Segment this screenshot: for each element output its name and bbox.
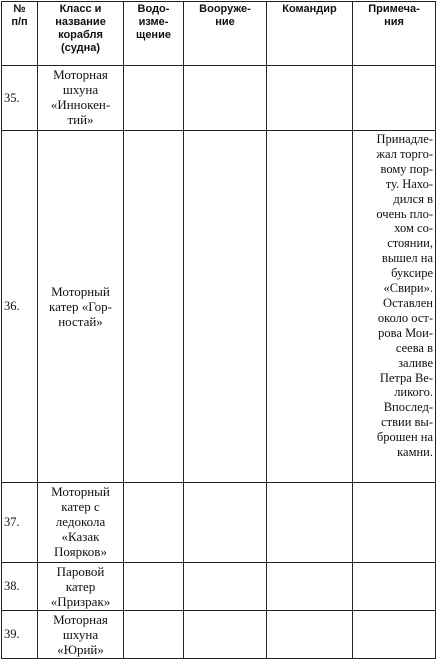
table-row bbox=[2, 66, 436, 131]
ship-name: Моторная шхуна «Юрий» bbox=[38, 611, 124, 659]
armament-cell bbox=[184, 483, 267, 563]
row-number: 36. bbox=[2, 131, 38, 483]
table-row bbox=[2, 563, 436, 611]
row-number: 38. bbox=[2, 563, 38, 611]
commander-cell bbox=[267, 483, 353, 563]
commander-cell bbox=[267, 611, 353, 659]
displacement-cell bbox=[124, 66, 184, 131]
row-number: 37. bbox=[2, 483, 38, 563]
table-row bbox=[2, 611, 436, 659]
commander-cell bbox=[267, 563, 353, 611]
header-displacement: Водо- изме- щение bbox=[124, 2, 184, 66]
header-number: № п/п bbox=[2, 2, 38, 66]
displacement-cell bbox=[124, 563, 184, 611]
ship-name: Моторная шхуна «Иннокен- тий» bbox=[38, 66, 124, 131]
armament-cell bbox=[184, 611, 267, 659]
ship-name: Моторный катер с ледокола «Казак Поярков» bbox=[38, 483, 124, 563]
notes-cell bbox=[353, 66, 436, 131]
notes-cell: Принадле- жал торго- вому пор- ту. Нахо- дился в очень пло- хом со- стоянии, вышел на буксире «Свири». Оставлен около ост- рова Мои- сеева в заливе Петра Ве- ликого. Впослед- ствии вы- брошен на камни. bbox=[353, 131, 436, 483]
displacement-cell bbox=[124, 611, 184, 659]
notes-cell bbox=[353, 611, 436, 659]
armament-cell bbox=[184, 131, 267, 483]
commander-cell bbox=[267, 131, 353, 483]
row-number: 35. bbox=[2, 66, 38, 131]
displacement-cell bbox=[124, 483, 184, 563]
commander-cell bbox=[267, 66, 353, 131]
table-row bbox=[2, 483, 436, 563]
ship-name: Паровой катер «Призрак» bbox=[38, 563, 124, 611]
row-number: 39. bbox=[2, 611, 38, 659]
notes-cell bbox=[353, 483, 436, 563]
armament-cell bbox=[184, 66, 267, 131]
header-ship-class-name: Класс и название корабля (судна) bbox=[38, 2, 124, 66]
armament-cell bbox=[184, 563, 267, 611]
ships-table bbox=[1, 1, 436, 659]
notes-cell bbox=[353, 563, 436, 611]
ship-name: Моторный катер «Гор- ностай» bbox=[38, 131, 124, 483]
displacement-cell bbox=[124, 131, 184, 483]
table-row bbox=[2, 131, 436, 483]
header-commander: Командир bbox=[267, 2, 353, 66]
header-row bbox=[2, 2, 436, 66]
header-notes: Примеча- ния bbox=[353, 2, 436, 66]
header-armament: Вооруже- ние bbox=[184, 2, 267, 66]
